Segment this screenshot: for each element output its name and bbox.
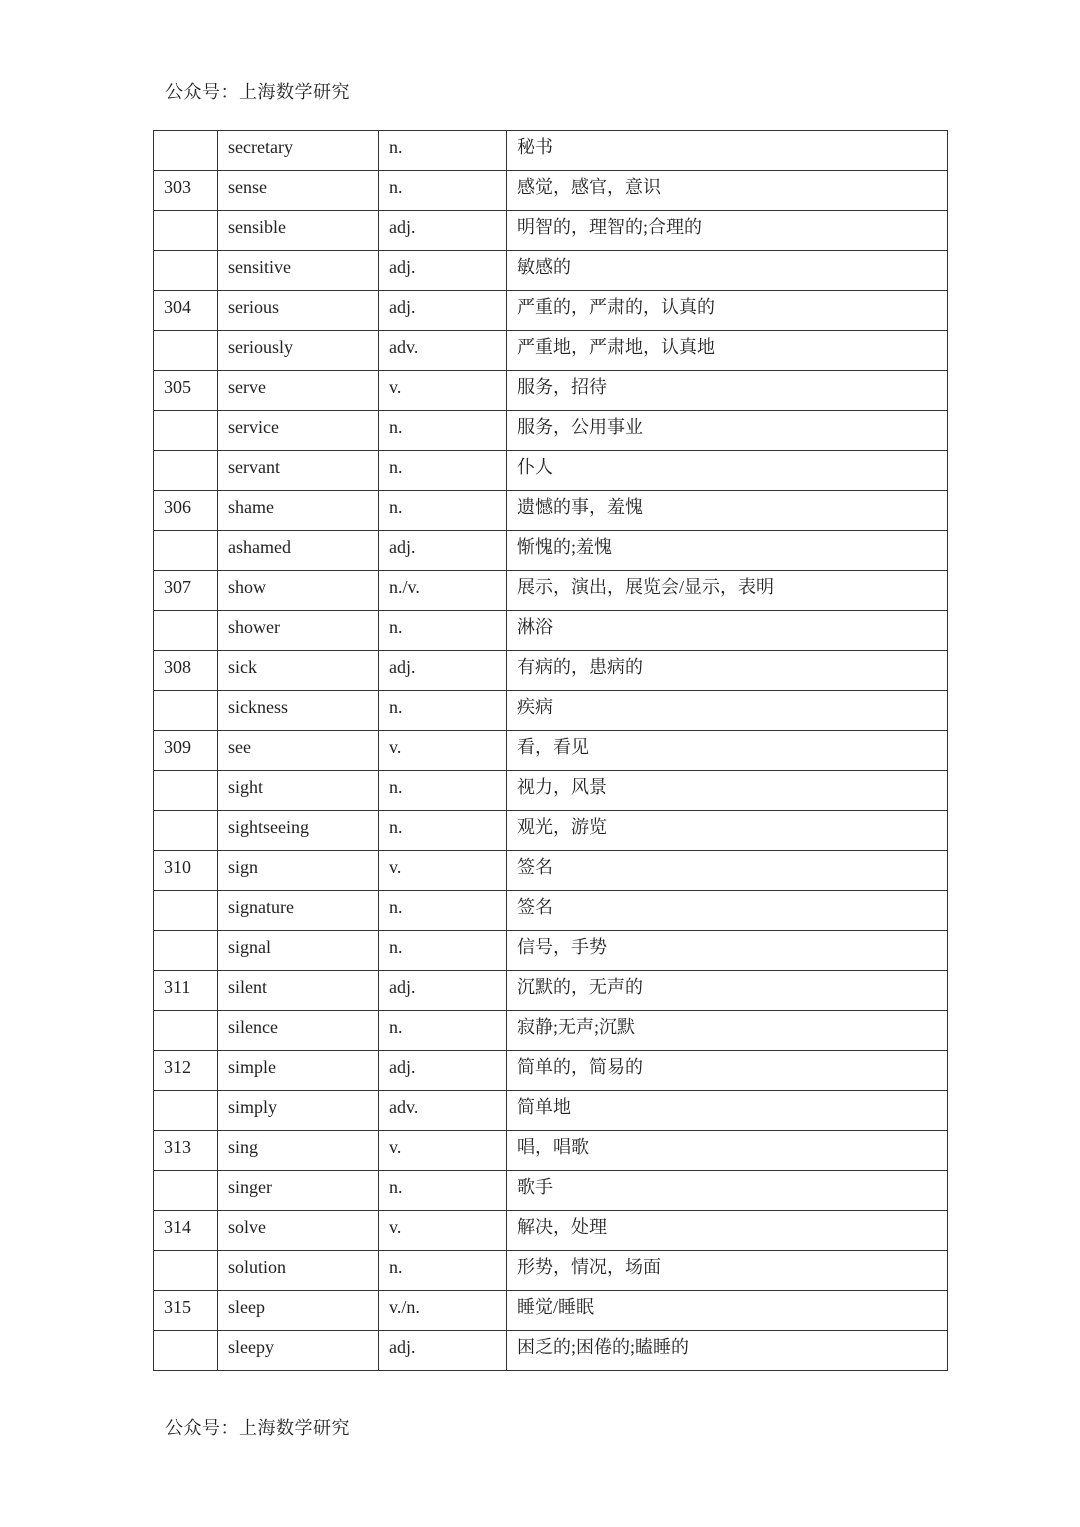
part-of-speech-text: v. [389, 1216, 402, 1237]
word-cell [218, 1091, 379, 1131]
word-text: sense [228, 176, 267, 197]
part-of-speech-cell [379, 611, 507, 651]
entry-number-cell [154, 1131, 218, 1171]
word-cell [218, 291, 379, 331]
entry-number-cell [154, 451, 218, 491]
table-row [154, 691, 948, 731]
definition-text: 寂静;无声;沉默 [517, 1016, 636, 1037]
entry-number-text: 305 [164, 376, 191, 397]
entry-number-cell [154, 1011, 218, 1051]
part-of-speech-text: v. [389, 376, 402, 397]
definition-cell [507, 211, 948, 251]
entry-number-cell [154, 1171, 218, 1211]
definition-cell [507, 1211, 948, 1251]
entry-number-text: 308 [164, 656, 191, 677]
table-row [154, 411, 948, 451]
part-of-speech-text: v. [389, 736, 402, 757]
word-text: service [228, 416, 279, 437]
part-of-speech-text: v./n. [389, 1296, 420, 1317]
part-of-speech-cell [379, 531, 507, 571]
entry-number-cell [154, 1091, 218, 1131]
entry-number-cell [154, 971, 218, 1011]
word-cell [218, 131, 379, 171]
entry-number-cell [154, 1051, 218, 1091]
word-cell [218, 331, 379, 371]
table-row [154, 291, 948, 331]
part-of-speech-cell [379, 211, 507, 251]
entry-number-text: 307 [164, 576, 191, 597]
part-of-speech-cell [379, 771, 507, 811]
table-row [154, 571, 948, 611]
word-cell [218, 811, 379, 851]
word-cell [218, 371, 379, 411]
definition-text: 信号，手势 [517, 936, 607, 957]
definition-cell [507, 1011, 948, 1051]
part-of-speech-cell [379, 1131, 507, 1171]
part-of-speech-text: n. [389, 496, 403, 517]
word-cell [218, 531, 379, 571]
definition-cell [507, 1331, 948, 1371]
part-of-speech-cell [379, 1291, 507, 1331]
table-row [154, 771, 948, 811]
definition-text: 明智的，理智的;合理的 [517, 216, 702, 237]
definition-cell [507, 691, 948, 731]
entry-number-cell [154, 691, 218, 731]
definition-cell [507, 1171, 948, 1211]
definition-text: 秘书 [517, 136, 553, 157]
entry-number-cell [154, 851, 218, 891]
table-row [154, 1171, 948, 1211]
definition-text: 敏感的 [517, 256, 571, 277]
definition-text: 淋浴 [517, 616, 553, 637]
table-row [154, 131, 948, 171]
definition-text: 服务，招待 [517, 376, 607, 397]
part-of-speech-text: adj. [389, 1336, 416, 1357]
entry-number-cell [154, 1211, 218, 1251]
definition-cell [507, 571, 948, 611]
entry-number-text: 309 [164, 736, 191, 757]
part-of-speech-text: adj. [389, 216, 416, 237]
definition-text: 歌手 [517, 1176, 553, 1197]
definition-text: 简单地 [517, 1096, 571, 1117]
word-cell [218, 1211, 379, 1251]
part-of-speech-cell [379, 251, 507, 291]
word-text: solution [228, 1256, 287, 1277]
definition-cell [507, 131, 948, 171]
word-cell [218, 251, 379, 291]
word-cell [218, 851, 379, 891]
word-text: sick [228, 656, 257, 677]
part-of-speech-cell [379, 371, 507, 411]
entry-number-text: 303 [164, 176, 191, 197]
part-of-speech-text: n. [389, 696, 403, 717]
word-text: servant [228, 456, 280, 477]
word-text: singer [228, 1176, 272, 1197]
table-row [154, 1291, 948, 1331]
part-of-speech-cell [379, 1091, 507, 1131]
entry-number-cell [154, 651, 218, 691]
part-of-speech-cell [379, 1251, 507, 1291]
table-row [154, 611, 948, 651]
part-of-speech-text: n. [389, 776, 403, 797]
entry-number-cell [154, 891, 218, 931]
part-of-speech-text: adj. [389, 256, 416, 277]
part-of-speech-text: n. [389, 816, 403, 837]
part-of-speech-cell [379, 651, 507, 691]
word-cell [218, 931, 379, 971]
word-text: sign [228, 856, 259, 877]
table-row [154, 451, 948, 491]
definition-text: 展示，演出，展览会/显示，表明 [517, 576, 774, 597]
part-of-speech-text: adj. [389, 1056, 416, 1077]
word-text: show [228, 576, 267, 597]
entry-number-text: 304 [164, 296, 191, 317]
part-of-speech-text: adj. [389, 656, 416, 677]
word-cell [218, 1011, 379, 1051]
definition-text: 视力，风景 [517, 776, 607, 797]
definition-cell [507, 491, 948, 531]
part-of-speech-text: adv. [389, 336, 419, 357]
part-of-speech-cell [379, 931, 507, 971]
word-text: shower [228, 616, 280, 637]
table-row [154, 1331, 948, 1371]
definition-cell [507, 1091, 948, 1131]
definition-cell [507, 1251, 948, 1291]
definition-cell [507, 371, 948, 411]
word-text: silence [228, 1016, 278, 1037]
entry-number-text: 313 [164, 1136, 191, 1157]
entry-number-cell [154, 251, 218, 291]
part-of-speech-cell [379, 1211, 507, 1251]
table-row [154, 811, 948, 851]
part-of-speech-cell [379, 491, 507, 531]
word-cell [218, 451, 379, 491]
entry-number-cell [154, 171, 218, 211]
table-row [154, 1131, 948, 1171]
word-text: sensitive [228, 256, 291, 277]
definition-text: 严重地，严肃地，认真地 [517, 336, 715, 357]
word-text: serious [228, 296, 279, 317]
part-of-speech-cell [379, 891, 507, 931]
table-row [154, 371, 948, 411]
table-row [154, 1011, 948, 1051]
part-of-speech-text: n. [389, 936, 403, 957]
part-of-speech-cell [379, 571, 507, 611]
entry-number-text: 315 [164, 1296, 191, 1317]
part-of-speech-text: n. [389, 616, 403, 637]
definition-text: 签名 [517, 896, 553, 917]
part-of-speech-cell [379, 291, 507, 331]
definition-text: 解决，处理 [517, 1216, 607, 1237]
word-text: sensible [228, 216, 286, 237]
table-row [154, 491, 948, 531]
word-cell [218, 411, 379, 451]
table-row [154, 1051, 948, 1091]
part-of-speech-text: n./v. [389, 576, 420, 597]
part-of-speech-text: n. [389, 416, 403, 437]
part-of-speech-text: adj. [389, 536, 416, 557]
word-text: sing [228, 1136, 259, 1157]
definition-text: 惭愧的;羞愧 [517, 536, 613, 557]
part-of-speech-text: adv. [389, 1096, 419, 1117]
entry-number-cell [154, 491, 218, 531]
part-of-speech-text: n. [389, 896, 403, 917]
definition-cell [507, 971, 948, 1011]
word-cell [218, 1131, 379, 1171]
word-text: signal [228, 936, 271, 957]
entry-number-text: 312 [164, 1056, 191, 1077]
definition-text: 有病的，患病的 [517, 656, 643, 677]
word-cell [218, 211, 379, 251]
word-cell [218, 1331, 379, 1371]
table-row [154, 211, 948, 251]
page-footer: 公众号：上海数学研究 [165, 1418, 350, 1438]
page-header: 公众号：上海数学研究 [165, 82, 350, 102]
definition-text: 困乏的;困倦的;瞌睡的 [517, 1336, 690, 1357]
part-of-speech-cell [379, 691, 507, 731]
part-of-speech-text: n. [389, 176, 403, 197]
part-of-speech-cell [379, 411, 507, 451]
entry-number-cell [154, 131, 218, 171]
part-of-speech-text: n. [389, 1176, 403, 1197]
part-of-speech-cell [379, 1051, 507, 1091]
entry-number-cell [154, 411, 218, 451]
word-text: sleepy [228, 1336, 274, 1357]
definition-cell [507, 1131, 948, 1171]
part-of-speech-cell [379, 731, 507, 771]
entry-number-cell [154, 1331, 218, 1371]
part-of-speech-cell [379, 131, 507, 171]
definition-text: 疾病 [517, 696, 553, 717]
entry-number-text: 314 [164, 1216, 191, 1237]
word-text: silent [228, 976, 267, 997]
word-cell [218, 611, 379, 651]
table-row [154, 891, 948, 931]
word-text: sightseeing [228, 816, 309, 837]
word-cell [218, 571, 379, 611]
word-text: serve [228, 376, 266, 397]
part-of-speech-cell [379, 331, 507, 371]
table-row [154, 1251, 948, 1291]
word-cell [218, 771, 379, 811]
word-cell [218, 1051, 379, 1091]
word-cell [218, 491, 379, 531]
part-of-speech-text: adj. [389, 296, 416, 317]
part-of-speech-cell [379, 971, 507, 1011]
entry-number-cell [154, 931, 218, 971]
part-of-speech-text: v. [389, 856, 402, 877]
entry-number-cell [154, 371, 218, 411]
word-cell [218, 891, 379, 931]
entry-number-cell [154, 1291, 218, 1331]
definition-cell [507, 171, 948, 211]
part-of-speech-cell [379, 1331, 507, 1371]
entry-number-cell [154, 731, 218, 771]
definition-cell [507, 451, 948, 491]
definition-text: 沉默的，无声的 [517, 976, 643, 997]
vocabulary-table-body [154, 131, 948, 1371]
word-text: shame [228, 496, 274, 517]
entry-number-cell [154, 531, 218, 571]
table-row [154, 331, 948, 371]
entry-number-cell [154, 811, 218, 851]
table-row [154, 971, 948, 1011]
entry-number-cell [154, 611, 218, 651]
definition-cell [507, 891, 948, 931]
word-cell [218, 171, 379, 211]
definition-text: 看，看见 [517, 736, 589, 757]
word-text: sickness [228, 696, 288, 717]
word-cell [218, 1171, 379, 1211]
definition-text: 感觉，感官，意识 [517, 176, 661, 197]
part-of-speech-cell [379, 811, 507, 851]
entry-number-cell [154, 771, 218, 811]
definition-text: 观光，游览 [517, 816, 607, 837]
definition-cell [507, 531, 948, 571]
definition-text: 遗憾的事，羞愧 [517, 496, 643, 517]
definition-cell [507, 731, 948, 771]
definition-cell [507, 771, 948, 811]
entry-number-cell [154, 211, 218, 251]
definition-cell [507, 651, 948, 691]
definition-cell [507, 331, 948, 371]
word-cell [218, 651, 379, 691]
word-text: sleep [228, 1296, 265, 1317]
word-cell [218, 1291, 379, 1331]
word-cell [218, 731, 379, 771]
table-row [154, 251, 948, 291]
part-of-speech-text: adj. [389, 976, 416, 997]
part-of-speech-cell [379, 451, 507, 491]
table-row [154, 531, 948, 571]
word-text: secretary [228, 136, 293, 157]
table-row [154, 171, 948, 211]
entry-number-text: 311 [164, 976, 191, 997]
vocabulary-table [153, 130, 948, 1371]
part-of-speech-cell [379, 1011, 507, 1051]
definition-cell [507, 611, 948, 651]
part-of-speech-text: v. [389, 1136, 402, 1157]
entry-number-text: 306 [164, 496, 191, 517]
part-of-speech-cell [379, 1171, 507, 1211]
definition-cell [507, 291, 948, 331]
word-text: solve [228, 1216, 266, 1237]
word-text: see [228, 736, 251, 757]
part-of-speech-cell [379, 851, 507, 891]
word-cell [218, 971, 379, 1011]
definition-cell [507, 251, 948, 291]
part-of-speech-text: n. [389, 1256, 403, 1277]
definition-cell [507, 411, 948, 451]
word-text: ashamed [228, 536, 291, 557]
part-of-speech-text: n. [389, 1016, 403, 1037]
entry-number-cell [154, 1251, 218, 1291]
table-row [154, 1091, 948, 1131]
word-text: sight [228, 776, 264, 797]
entry-number-cell [154, 291, 218, 331]
word-text: signature [228, 896, 294, 917]
part-of-speech-text: n. [389, 456, 403, 477]
table-row [154, 931, 948, 971]
definition-text: 唱，唱歌 [517, 1136, 589, 1157]
entry-number-cell [154, 571, 218, 611]
definition-text: 睡觉/睡眠 [517, 1296, 595, 1317]
table-row [154, 651, 948, 691]
definition-text: 形势，情况，场面 [517, 1256, 661, 1277]
definition-cell [507, 851, 948, 891]
part-of-speech-cell [379, 171, 507, 211]
definition-cell [507, 811, 948, 851]
word-cell [218, 1251, 379, 1291]
table-row [154, 1211, 948, 1251]
definition-cell [507, 1291, 948, 1331]
definition-text: 严重的，严肃的，认真的 [517, 296, 715, 317]
definition-text: 仆人 [517, 456, 553, 477]
entry-number-cell [154, 331, 218, 371]
definition-cell [507, 1051, 948, 1091]
definition-cell [507, 931, 948, 971]
definition-text: 服务，公用事业 [517, 416, 643, 437]
part-of-speech-text: n. [389, 136, 403, 157]
definition-text: 简单的，简易的 [517, 1056, 643, 1077]
entry-number-text: 310 [164, 856, 191, 877]
table-row [154, 851, 948, 891]
word-cell [218, 691, 379, 731]
word-text: seriously [228, 336, 293, 357]
table-row [154, 731, 948, 771]
word-text: simple [228, 1056, 276, 1077]
definition-text: 签名 [517, 856, 553, 877]
word-text: simply [228, 1096, 278, 1117]
